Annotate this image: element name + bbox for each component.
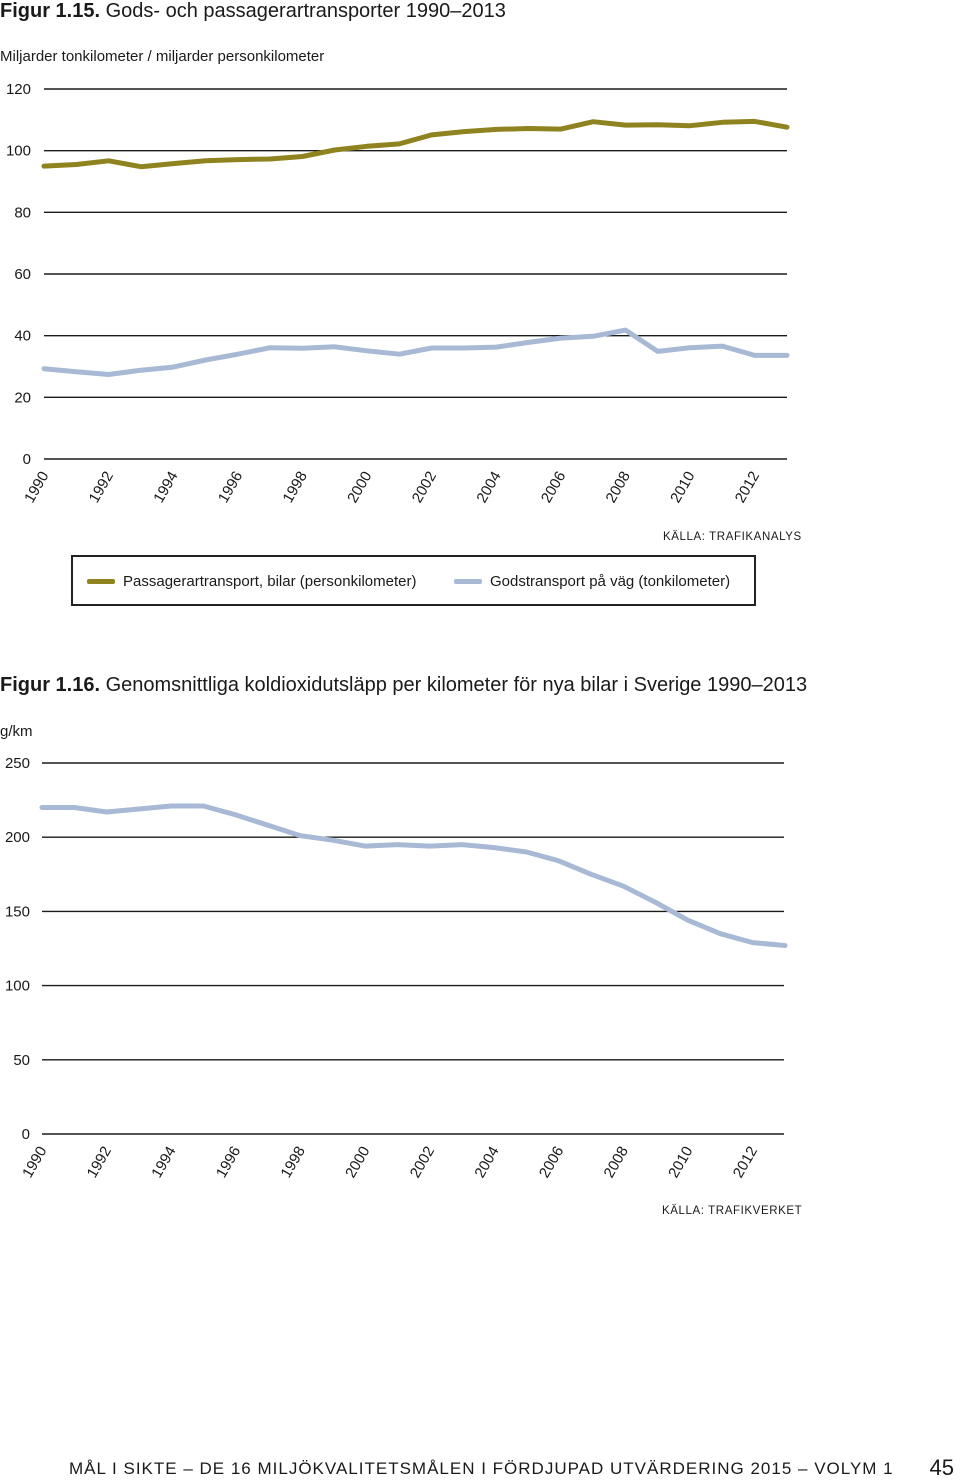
x-tick-label: 2002	[406, 1143, 439, 1181]
data-point	[203, 805, 205, 807]
data-point	[235, 814, 237, 816]
x-tick-label: 1994	[148, 1143, 180, 1181]
figure-1-16-unit-label: g/km	[0, 723, 33, 740]
figure-1-16-number: Figur 1.16.	[0, 674, 101, 696]
x-tick-label: 2012	[731, 468, 764, 506]
x-tick-label: 2010	[665, 1143, 697, 1181]
x-tick-label: 2008	[600, 1143, 632, 1181]
data-point	[138, 808, 140, 810]
data-point	[364, 845, 366, 847]
x-tick-label: 1996	[212, 1143, 245, 1181]
y-tick-label: 120	[5, 81, 31, 98]
data-point	[623, 885, 625, 887]
x-tick-label: 1998	[277, 1143, 309, 1181]
data-point	[461, 844, 463, 846]
figure-1-15-unit-label: Miljarder tonkilometer / miljarder personkilometer	[0, 48, 325, 65]
figure-1-16-title-text: Genomsnittliga koldioxidutsläpp per kilometer för nya bilar i Sverige 1990–2013	[105, 674, 808, 696]
data-point	[558, 860, 560, 862]
figure-1-15-title-text: Gods- och passagerartransporter 1990–2013	[105, 0, 506, 22]
x-tick-label: 1992	[83, 1143, 116, 1181]
data-point	[590, 874, 592, 876]
data-point	[332, 839, 334, 841]
y-tick-label: 20	[14, 389, 31, 407]
x-tick-label: 2008	[602, 468, 634, 506]
y-tick-label: 0	[21, 1126, 30, 1143]
x-tick-label: 1998	[279, 468, 311, 506]
y-tick-label: 40	[14, 327, 31, 345]
y-tick-label: 200	[4, 829, 30, 847]
x-tick-label: 2000	[344, 468, 376, 506]
data-point	[687, 920, 689, 922]
x-tick-label: 2006	[537, 468, 570, 506]
x-tick-label: 1990	[19, 1143, 51, 1181]
y-tick-label: 100	[5, 142, 31, 160]
data-point	[784, 945, 786, 947]
page-footer: MÅL I SIKTE – DE 16 MILJÖKVALITETSMÅLEN I FÖRDJUPAD UTVÄRDERING 2015 – VOLYM 1	[69, 1459, 894, 1478]
legend-label-passenger: Passagerartransport, bilar (personkilometer)	[123, 573, 417, 590]
x-tick-label: 1996	[214, 468, 247, 506]
y-tick-label: 100	[4, 977, 30, 995]
y-tick-label: 80	[14, 204, 31, 222]
y-tick-label: 0	[22, 451, 31, 468]
data-point	[74, 807, 76, 809]
data-point	[300, 835, 302, 837]
data-point	[267, 825, 269, 827]
data-point	[526, 851, 528, 853]
x-tick-label: 2000	[342, 1143, 374, 1181]
figure-1-15-number: Figur 1.15.	[0, 0, 101, 22]
x-tick-label: 2004	[471, 1143, 503, 1181]
x-tick-label: 1992	[85, 468, 118, 506]
x-tick-label: 2012	[729, 1143, 762, 1181]
x-tick-label: 2002	[408, 468, 441, 506]
x-tick-label: 1990	[21, 468, 53, 506]
series-line-0	[42, 806, 785, 946]
figure-1-15-source: KÄLLA: TRAFIKANALYS	[663, 531, 802, 543]
data-point	[41, 807, 43, 809]
data-point	[397, 844, 399, 846]
page-number: 45	[929, 1455, 954, 1480]
x-tick-label: 2004	[473, 468, 505, 506]
y-tick-label: 50	[13, 1051, 30, 1069]
x-tick-label: 2010	[667, 468, 699, 506]
legend-label-freight: Godstransport på väg (tonkilometer)	[490, 573, 731, 590]
data-point	[655, 902, 657, 904]
data-point	[106, 811, 108, 813]
x-tick-label: 1994	[150, 468, 182, 506]
y-tick-label: 60	[14, 266, 31, 283]
data-point	[720, 933, 722, 935]
y-tick-label: 250	[4, 755, 30, 772]
x-tick-label: 2006	[535, 1143, 568, 1181]
data-point	[429, 845, 431, 847]
data-point	[752, 942, 754, 944]
data-point	[170, 805, 172, 807]
figure-1-16-source: KÄLLA: TRAFIKVERKET	[662, 1205, 803, 1217]
data-point	[493, 847, 495, 849]
y-tick-label: 150	[4, 903, 30, 921]
